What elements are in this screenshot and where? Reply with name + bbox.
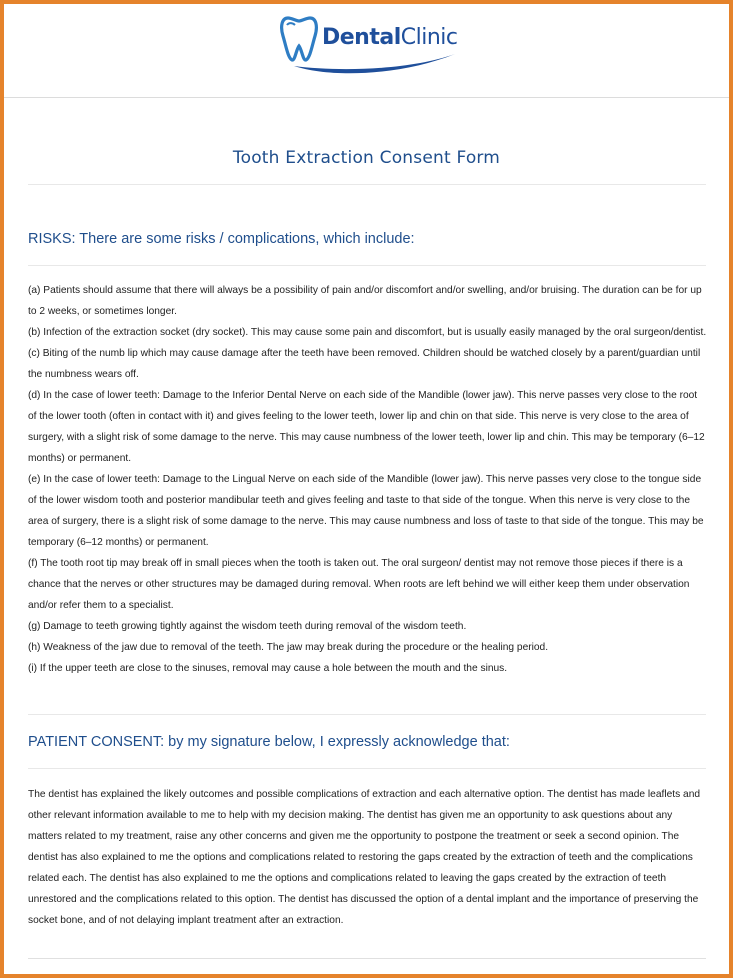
divider [28,184,706,185]
list-item: (c) Biting of the numb lip which may cause damage after the teeth have been removed. Children should be watched closely by a parent/guardian until the numbness wears off. [28,348,701,380]
list-item: (f) The tooth root tip may break off in small pieces when the tooth is taken out. The oral surgeon/ dentist may not remove those pieces if there is a chance that the nerves or other structures may be damaged during removal. When roots are left behind we will either keep them under observation and/or refer them to a specialist. [28,558,690,611]
form-title: Tooth Extraction Consent Form [232,148,501,168]
divider [28,265,706,266]
consent-text: The dentist has explained the likely outcomes and possible complications of extraction and each alternative option. The dentist has made leaflets and other relevant information available to me to help with my decision making. The dentist has given me an opportunity to ask questions about any matters related to my treatment, raise any other concerns and given me the opportunity to postpone the treatment or seek a second opinion. The dentist has also explained to me the options and complications related to restoring the gaps created by the extraction of teeth and the complications related each. The dentist has also explained to me the options and complications related to leaving the gaps created by the extraction of teeth unrestored and the complications related to this option. The dentist has discussed the option of a dental implant and the importance of preserving the socket bone, and of not delaying implant treatment after an extraction. [28,789,701,926]
risks-heading: RISKS: There are some risks / complications, which include: [28,231,415,247]
list-item: (b) Infection of the extraction socket (dry socket). This may cause some pain and discomfort, but is usually easily managed by the oral surgeon/dentist. [28,327,707,338]
list-item: (a) Patients should assume that there will always be a possibility of pain and/or discomfort and/or swelling, and/or bruising. The duration can be for up to 2 weeks, or sometimes longer. [28,285,702,317]
list-item: (h) Weakness of the jaw due to removal of the teeth. The jaw may break during the procedure or the healing period. [28,642,549,653]
logo-brand-light: Clinic [400,25,458,50]
consent-paragraph [28,784,708,931]
list-item: (e) In the case of lower teeth: Damage to the Lingual Nerve on each side of the Mandible (lower jaw). This nerve passes very close to the tongue side of the lower wisdom tooth and posterior mandibular teeth and gives feeling and taste to that side of the tongue. When this nerve is very close to the area of surgery, there is a slight risk of some damage to the nerve. This may cause numbness and loss of taste to that side of the tongue. This may be temporary (6–12 months) or permanent. [28,474,704,548]
consent-heading: PATIENT CONSENT: by my signature below, I expressly acknowledge that: [28,734,510,750]
divider [28,768,706,769]
list-item: (i) If the upper teeth are close to the sinuses, removal may cause a hole between the mouth and the sinus. [28,663,508,674]
divider [28,714,706,715]
page-header [4,4,729,98]
divider [28,958,706,959]
logo-wordmark [322,25,458,50]
logo-brand-bold: Dental [322,25,401,50]
list-item: (d) In the case of lower teeth: Damage to the Inferior Dental Nerve on each side of the Mandible (lower jaw). This nerve passes very close to the root of the lower tooth (often in contact with it) and gives feeling to the lower teeth, lower lip and chin on that side. This nerve is very close to the area of surgery, with a slight risk of some damage to the nerve. This may cause numbness of the lower teeth, lower lip and chin. This may be temporary (6–12 months) or permanent. [28,390,705,464]
risks-list [28,280,708,679]
dental-clinic-logo [280,10,460,76]
list-item: (g) Damage to teeth growing tightly against the wisdom teeth during removal of the wisdom teeth. [28,621,467,632]
